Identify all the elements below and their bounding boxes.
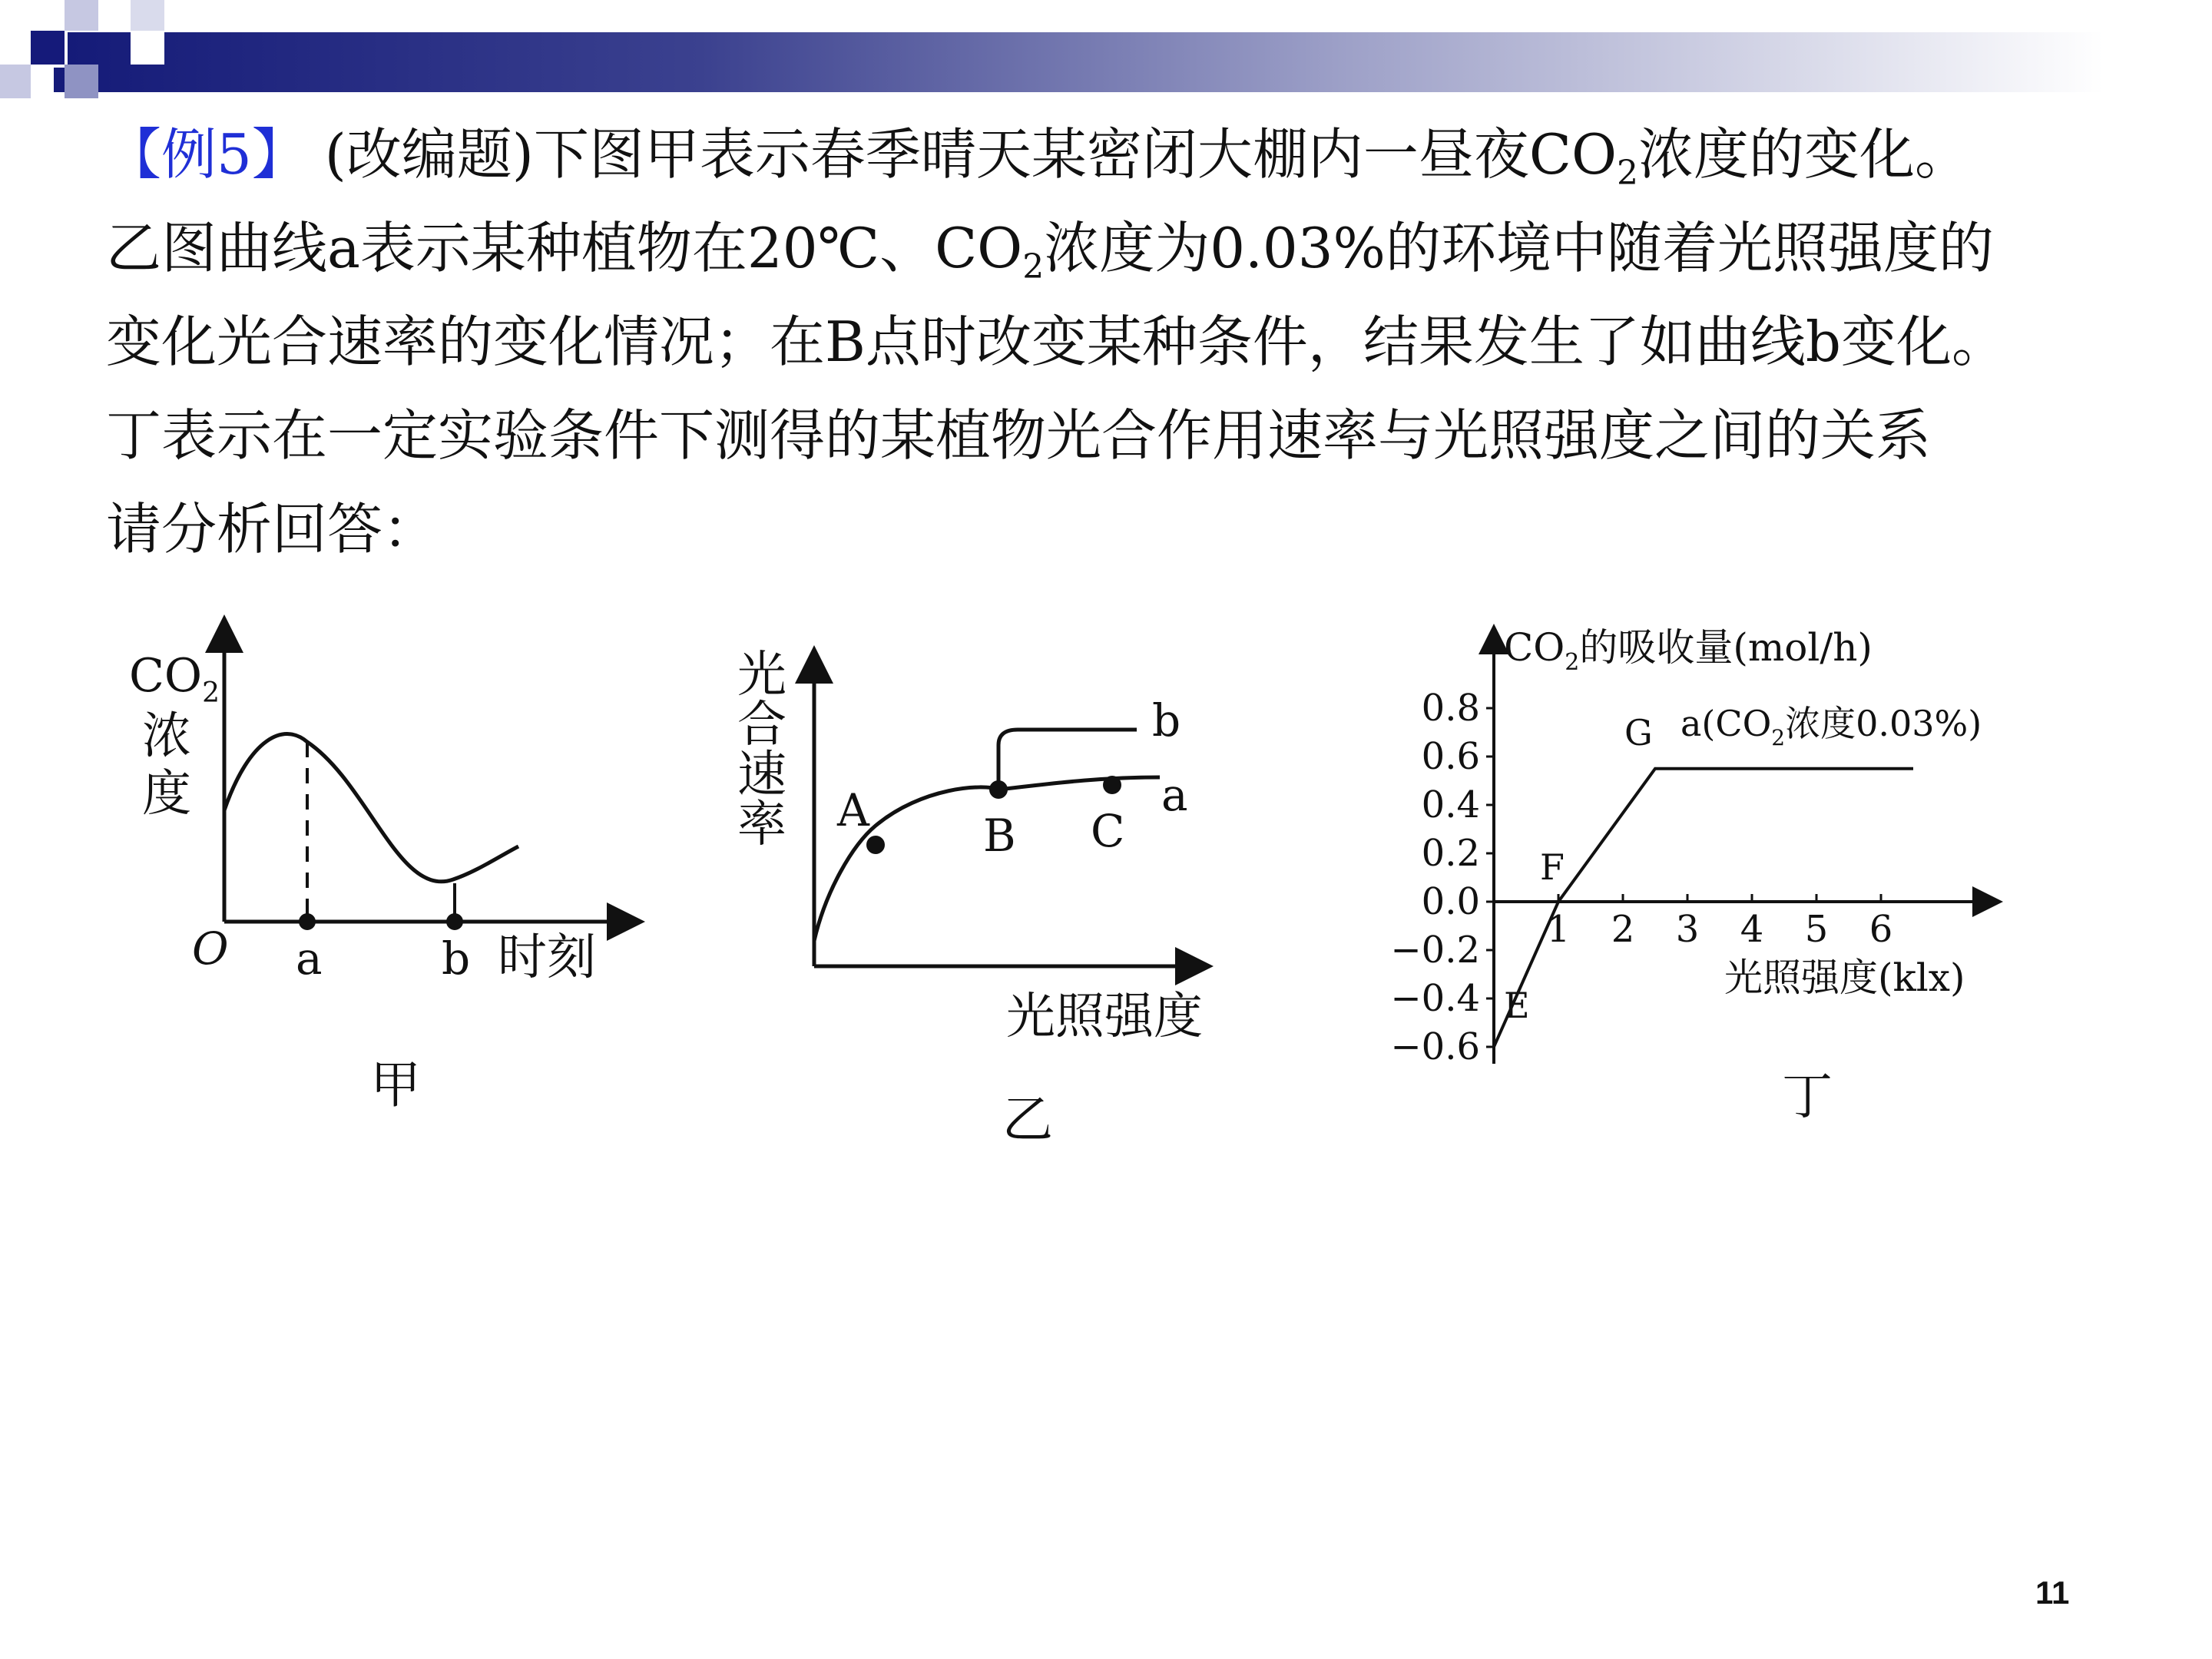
co2-curve: [224, 734, 518, 882]
y-tick-label: 0.8: [1421, 687, 1480, 730]
y-label-char-2: 合: [737, 697, 786, 753]
y-label-char-3: 速: [737, 747, 786, 803]
point-a-label: a: [296, 932, 323, 985]
y-tick-label: −0.6: [1390, 1025, 1480, 1068]
point-B-label: B: [983, 810, 1016, 862]
problem-text: [106, 108, 2180, 576]
point-a-dot: [299, 913, 316, 930]
figure-ding: [1382, 614, 2074, 1152]
point-C-label: C: [1091, 805, 1125, 857]
deco-square: [65, 65, 98, 98]
point-E-label: E: [1504, 985, 1530, 1026]
origin-label: O: [192, 922, 229, 975]
curve-b-label: b: [1152, 694, 1181, 747]
x-label: 时刻: [498, 929, 596, 986]
x-tick-label: 3: [1675, 908, 1700, 951]
x-axis-title: 光照强度(klx): [1724, 955, 1965, 1000]
x-tick-label: 2: [1611, 908, 1635, 951]
point-A-dot: [866, 836, 885, 854]
y-label-char-1: 光: [737, 647, 786, 704]
deco-square: [131, 31, 164, 65]
x-tick-label: 1: [1546, 908, 1571, 951]
example-tag: 【例5】: [106, 122, 307, 187]
deco-square: [65, 0, 98, 31]
deco-square: [31, 31, 65, 65]
y-tick-label: −0.2: [1390, 929, 1480, 972]
y-label-du: 度: [142, 766, 191, 823]
series-line: [1494, 769, 1913, 1047]
title-bar: [54, 32, 2212, 92]
y-tick-label: 0.6: [1421, 735, 1480, 778]
figure-yi: [730, 645, 1267, 1167]
point-A-label: A: [837, 784, 869, 836]
y-tick-label: 0.2: [1421, 832, 1480, 875]
curve-a-label: a: [1161, 769, 1188, 821]
point-b-dot: [446, 913, 463, 930]
y-tick-label: −0.4: [1390, 977, 1480, 1020]
deco-square: [0, 65, 31, 98]
problem-line-2: 乙图曲线a表示某种植物在20℃、$CO_2$浓度为0.03%的环境中随着光照强度的: [106, 216, 1994, 286]
figure-caption: 丁: [1782, 1067, 1833, 1126]
point-C-dot: [1103, 776, 1121, 794]
x-label: 光照强度: [1006, 988, 1203, 1045]
y-tick-label: 0.0: [1421, 880, 1480, 923]
figure-caption: 乙: [1002, 1090, 1053, 1149]
point-b-label: b: [442, 932, 471, 985]
problem-line-3: 变化光合速率的变化情况；在B点时改变某种条件，结果发生了如曲线b变化。: [106, 310, 2008, 374]
problem-line-4: 丁表示在一定实验条件下测得的某植物光合作用速率与光照强度之间的关系: [106, 403, 1932, 468]
x-tick-label: 5: [1804, 908, 1829, 951]
deco-square: [131, 0, 164, 31]
y-tick-label: 0.4: [1421, 783, 1480, 826]
y-label-char-4: 率: [737, 796, 786, 853]
x-tick-label: 6: [1869, 908, 1893, 951]
point-F-label: F: [1540, 846, 1565, 888]
y-label-nong: 浓: [142, 708, 191, 765]
slide-number: 11: [2035, 1575, 2070, 1611]
series-label: $a(CO_2$浓度0.03%): [1681, 703, 1982, 750]
problem-line-5: 请分析回答：: [106, 497, 439, 561]
figure-caption: 甲: [370, 1055, 421, 1114]
point-G-label: G: [1624, 712, 1653, 753]
y-ticks: [1390, 687, 1494, 1068]
y-label-co2: $CO_2$: [129, 649, 220, 709]
problem-line-1: 【例5】 (改编题)下图甲表示春季晴天某密闭大棚内一昼夜$CO_2$浓度的变化。: [106, 122, 1971, 193]
x-tick-label: 4: [1740, 908, 1764, 951]
figure-jia: [129, 607, 668, 1129]
y-axis-title: $CO_2$的吸收量(mol/h): [1504, 625, 1873, 676]
point-B-dot: [989, 780, 1008, 799]
